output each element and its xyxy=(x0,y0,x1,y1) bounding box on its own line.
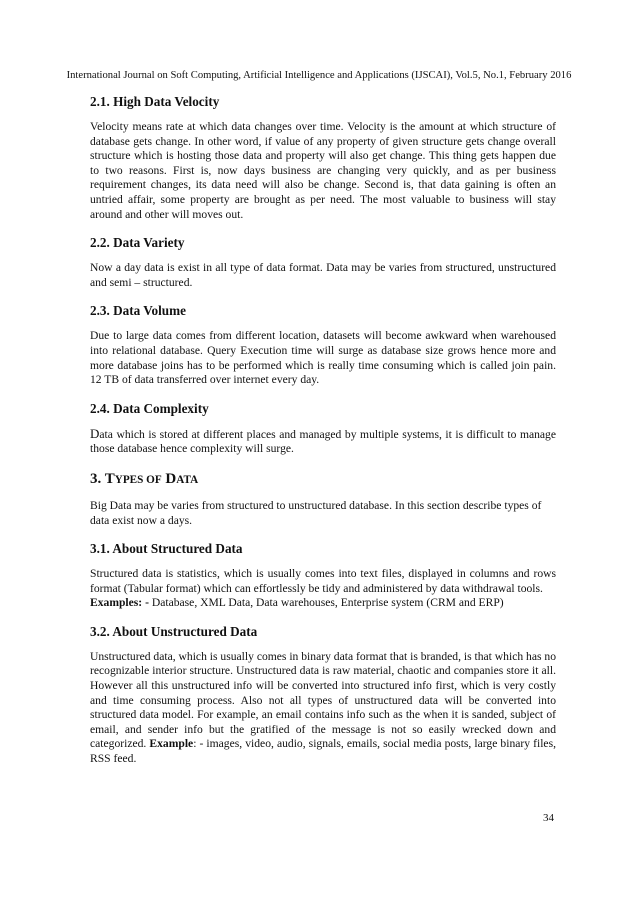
unstructured-data-text: Unstructured data, which is usually comes in binary data format that is branded, is that which has no recognizable interior structure. Unstructured data is raw material, chaotic and companies store it all. However all this unstructured info will be converted into structured info first, which is very costly and time consuming process. Also not all types of unstructured data will be converted into structured data model. For example, an email contains info such as the when it is sanded, subject of email, and sender info but the gratified of the message is not so easily wrecked down and categorized. xyxy=(90,649,556,751)
paragraph-high-data-velocity: Velocity means rate at which data changes over time. Velocity is the amount at which structure of database gets change. In other word, if value of any property of given structure gets change overall structure which is hosting those data and property will also get change. This thing gets happen due to two reasons. First is, now days business are changing very quickly, and as per business requirement changes, its data need will also be change. Second is, that data gaining is often an untried affair, some property are brought as per need. The most valuable to business will stay around and other will moves out. xyxy=(90,120,556,221)
paragraph-data-complexity xyxy=(90,427,556,457)
section-heading-data-volume: 2.3. Data Volume xyxy=(90,303,186,319)
heading-part-4: ATA xyxy=(176,473,199,486)
example-label: Example xyxy=(149,737,194,751)
paragraph-data-volume: Due to large data comes from different location, datasets will become awkward when warehoused into relational database. Query Execution time will surge as database size grows hence more and more database joins has to be performed which is really time consuming which is called join pain. 12 TB of data transferred over internet every day. xyxy=(90,329,556,387)
page-number: 34 xyxy=(543,812,554,824)
paragraph-data-complexity-text: ata which is stored at different places and managed by multiple systems, it is difficult to manage those database hence complexity will surge. xyxy=(90,427,556,456)
page-content xyxy=(90,94,556,780)
section-heading-types-of-data xyxy=(90,470,556,489)
heading-part-1: 3. T xyxy=(90,470,115,487)
paragraph-types-of-data: Big Data may be varies from structured to unstructured database. In this section describe types of data exist now a days. xyxy=(90,498,542,527)
section-heading-structured-data: 3.1. About Structured Data xyxy=(90,541,243,557)
heading-part-3: D xyxy=(161,470,177,487)
drop-letter: D xyxy=(90,425,100,441)
section-heading-high-data-velocity: 2.1. High Data Velocity xyxy=(90,94,220,109)
examples-label: Examples: - xyxy=(90,596,149,610)
section-heading-data-complexity: 2.4. Data Complexity xyxy=(90,400,209,416)
heading-part-2: YPES OF xyxy=(114,473,162,486)
paragraph-unstructured-data xyxy=(90,650,556,767)
paragraph-structured-data xyxy=(90,567,556,611)
structured-data-text: Structured data is statistics, which is usually comes into text files, displayed in columns and rows format (Tabular format) which can effortlessly be tidy and administered by data withdrawal tools. xyxy=(90,567,556,595)
journal-header: International Journal on Soft Computing, Artificial Intelligence and Applications (IJSCAI), Vol.5, No.1, February 2016 xyxy=(66,70,572,81)
example-text: : - images, video, audio, signals, emails, social media posts, large binary files, RSS feed. xyxy=(90,737,556,766)
paragraph-data-variety: Now a day data is exist in all type of data format. Data may be varies from structured, unstructured and semi – structured. xyxy=(90,261,556,289)
examples-text: Database, XML Data, Data warehouses, Enterprise system (CRM and ERP) xyxy=(148,596,504,610)
section-heading-unstructured-data: 3.2. About Unstructured Data xyxy=(90,623,258,639)
section-heading-data-variety: 2.2. Data Variety xyxy=(90,235,185,251)
